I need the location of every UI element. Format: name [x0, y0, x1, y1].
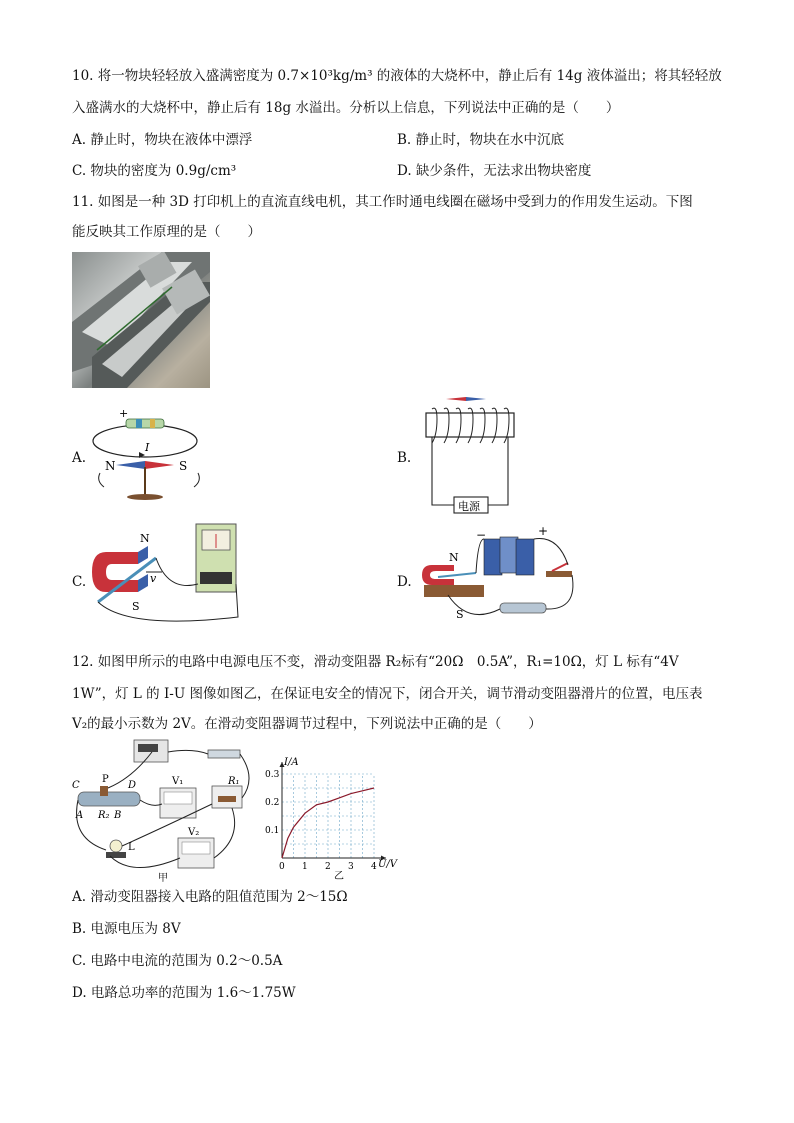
q11-stem-line1: 11. 如图是一种 3D 打印机上的直流直线电机，其工作时通电线圈在磁场中受到力的作用发生运动。下图: [72, 194, 693, 210]
q12-stem-line3: V₂的最小示数为 2V。在滑动变阻器调节过程中，下列说法中正确的是（ ）: [72, 716, 542, 732]
q10-option-d[interactable]: D. 缺少条件，无法求出物块密度: [397, 163, 592, 179]
slider-p-label: P: [102, 774, 109, 785]
figure-d-motor-circuit: [418, 525, 583, 630]
magnet-s-label: S: [132, 600, 140, 613]
figure-a-compass-wire: [88, 405, 218, 505]
graph-x-tick-label: 4: [371, 862, 377, 872]
r2-label: R₂: [98, 810, 110, 821]
magnet-n-label: N: [140, 532, 150, 545]
graph-y-axis-label: I/A: [284, 757, 299, 768]
compass-s-label: S: [179, 459, 188, 473]
q12-option-a[interactable]: A. 滑动变阻器接入电路的阻值范围为 2～15Ω: [72, 889, 348, 905]
graph-x-axis-label: U/V: [378, 859, 398, 870]
iu-curve-series: [282, 788, 374, 858]
battery-minus-label: −: [476, 528, 487, 542]
graph-x-tick-label: 0: [279, 862, 285, 872]
velocity-label: v: [150, 572, 157, 585]
r1-label: R₁: [228, 776, 240, 787]
q12-stem-line1: 12. 如图甲所示的电路中电源电压不变，滑动变阻器 R₂标有“20Ω 0.5A”，R₁=10Ω，灯 L 标有“4V: [72, 654, 679, 670]
terminal-a-label: A: [76, 810, 84, 821]
motor-magnet-n-label: N: [449, 551, 459, 564]
q10-option-b[interactable]: B. 静止时，物块在水中沉底: [397, 132, 565, 148]
figure-c-magnet-galvanometer: [88, 522, 258, 632]
terminal-d-label: D: [128, 780, 137, 791]
voltmeter-v1-label: V₁: [172, 776, 184, 787]
q11-option-b[interactable]: B.: [397, 450, 412, 466]
figure-b-solenoid: [418, 395, 528, 520]
q12-stem-line2: 1W”，灯 L 的 I-U 图像如图乙，在保证电安全的情况下，闭合开关，调节滑动变阻器滑片的位置，电压表: [72, 686, 703, 702]
q12-option-d[interactable]: D. 电路总功率的范围为 1.6～1.75W: [72, 985, 296, 1001]
q11-option-c[interactable]: C.: [72, 574, 87, 590]
lamp-l-label: L: [128, 842, 135, 853]
graph-x-tick-label: 2: [325, 862, 331, 872]
q10-option-c[interactable]: C. 物块的密度为 0.9g/cm³: [72, 163, 237, 179]
iu-graph-yi: [264, 755, 404, 885]
q10-stem-line2: 入盛满水的大烧杯中，静止后有 18g 水溢出。分析以上信息，下列说法中正确的是（ ）: [72, 100, 620, 116]
q12-option-b[interactable]: B. 电源电压为 8V: [72, 921, 181, 937]
q10-stem-line1: 10. 将一物块轻轻放入盛满密度为 0.7×10³kg/m³ 的液体的大烧杯中，静止后有 14g 液体溢出；将其轻轻放: [72, 68, 722, 84]
q11-option-d[interactable]: D.: [397, 574, 412, 590]
power-source-label: 电源: [458, 500, 480, 513]
current-label: I: [145, 441, 150, 454]
terminal-b-label: B: [114, 810, 122, 821]
graph-y-tick-label: 0.1: [265, 826, 280, 836]
voltmeter-v2-label: V₂: [188, 827, 200, 838]
terminal-c-label: C: [72, 780, 80, 791]
battery-plus-label: +: [119, 407, 129, 420]
compass-n-label: N: [105, 459, 116, 473]
battery-plus-label: +: [538, 525, 549, 538]
graph-y-tick-label: 0.2: [265, 798, 280, 808]
graph-x-tick-label: 3: [348, 862, 354, 872]
caption-jia: 甲: [158, 873, 168, 883]
q10-option-a[interactable]: A. 静止时，物块在液体中漂浮: [72, 132, 253, 148]
linear-motor-photo: [72, 252, 210, 388]
q11-option-a[interactable]: A.: [72, 450, 87, 466]
q12-option-c[interactable]: C. 电路中电流的范围为 0.2～0.5A: [72, 953, 283, 969]
graph-x-tick-label: 1: [302, 862, 308, 872]
caption-yi: 乙: [334, 871, 344, 882]
q11-stem-line2: 能反映其工作原理的是（ ）: [72, 224, 261, 240]
circuit-diagram-jia: [72, 738, 267, 883]
motor-magnet-s-label: S: [456, 608, 464, 621]
graph-y-tick-label: 0.3: [265, 770, 280, 780]
